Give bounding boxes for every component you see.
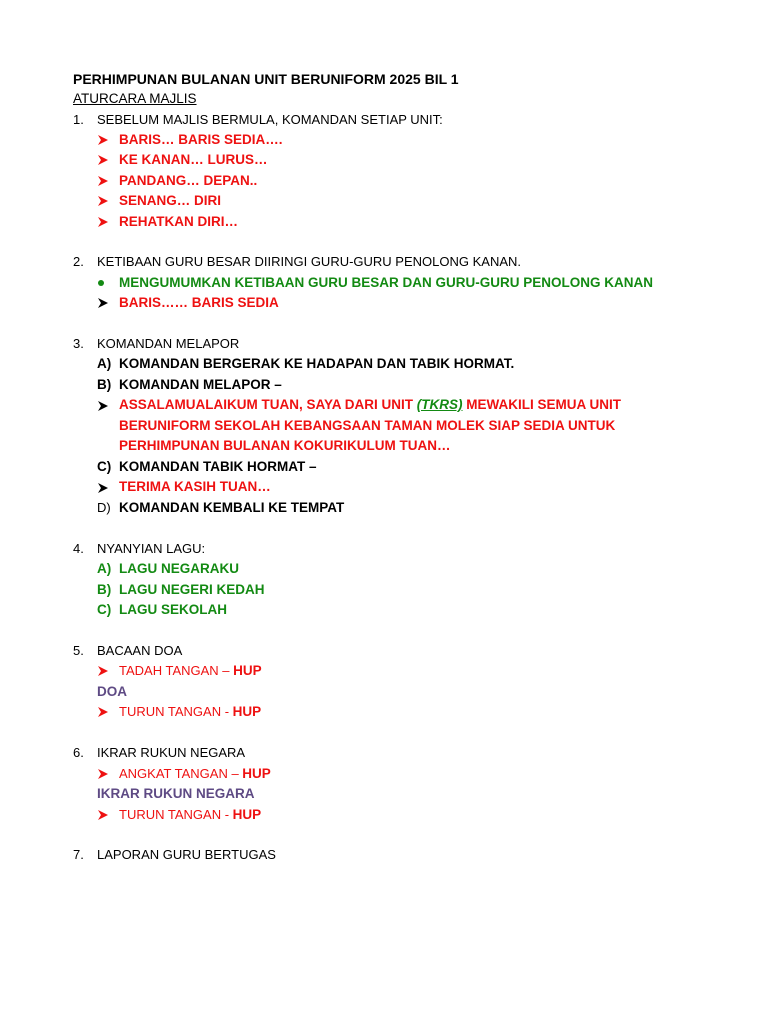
hup-cue: HUP: [232, 807, 262, 822]
raise-hands-line: [119, 662, 262, 680]
report-text: ASSALAMUALAIKUM TUAN, SAYA DARI UNIT: [119, 397, 417, 412]
section-5-heading: BACAAN DOA: [97, 643, 183, 658]
command-item: BARIS… BARIS SEDIA….: [119, 132, 283, 147]
song-item: LAGU NEGERI KEDAH: [119, 582, 265, 597]
section-1-heading: SEBELUM MAJLIS BERMULA, KOMANDAN SETIAP UNIT:: [97, 112, 443, 127]
arrow-bullet-icon: [97, 297, 109, 309]
lower-hands-line: [119, 806, 261, 824]
section-7-heading: LAPORAN GURU BERTUGAS: [97, 847, 276, 862]
lower-hands-line: [119, 703, 261, 721]
document-title: PERHIMPUNAN BULANAN UNIT BERUNIFORM 2025 BIL 1: [73, 71, 459, 87]
arrow-bullet-icon: [97, 665, 109, 677]
instruction-text: TURUN TANGAN -: [119, 704, 233, 719]
command-item: SENANG… DIRI: [119, 193, 222, 208]
instruction-text: ANGKAT TANGAN –: [119, 766, 243, 781]
arrow-bullet-icon: [97, 134, 109, 146]
step-label: B): [97, 377, 112, 392]
section-6-number: 6.: [73, 745, 84, 760]
command-item: KE KANAN… LURUS…: [119, 152, 268, 167]
hup-cue: HUP: [232, 704, 262, 719]
section-7-number: 7.: [73, 847, 84, 862]
document-subtitle: ATURCARA MAJLIS: [73, 91, 197, 106]
arrow-bullet-icon: [97, 216, 109, 228]
report-line-2: BERUNIFORM SEKOLAH KEBANGSAAN TAMAN MOLEK SIAP SEDIA UNTUK: [119, 418, 616, 433]
section-3-heading: KOMANDAN MELAPOR: [97, 336, 240, 351]
unit-name: (TKRS): [416, 397, 463, 412]
prayer-label: DOA: [97, 684, 127, 699]
song-label: A): [97, 561, 112, 576]
step-label: A): [97, 356, 112, 371]
section-2-number: 2.: [73, 254, 84, 269]
hup-cue: HUP: [242, 766, 271, 781]
command-item: PANDANG… DEPAN..: [119, 173, 258, 188]
section-5-number: 5.: [73, 643, 84, 658]
arrow-bullet-icon: [97, 706, 109, 718]
step-label: C): [97, 459, 112, 474]
section-4-number: 4.: [73, 541, 84, 556]
step-text: KOMANDAN TABIK HORMAT –: [119, 459, 317, 474]
arrow-bullet-icon: [97, 400, 109, 412]
section-2-heading: KETIBAAN GURU BESAR DIIRINGI GURU-GURU PENOLONG KANAN.: [97, 254, 522, 269]
arrow-bullet-icon: [97, 175, 109, 187]
step-text: KOMANDAN KEMBALI KE TEMPAT: [119, 500, 345, 515]
instruction-text: TURUN TANGAN -: [119, 807, 233, 822]
report-line-1: [119, 396, 621, 414]
instruction-text: TADAH TANGAN –: [119, 663, 234, 678]
report-line-3: PERHIMPUNAN BULANAN KOKURIKULUM TUAN…: [119, 438, 451, 453]
section-6-heading: IKRAR RUKUN NEGARA: [97, 745, 246, 760]
arrow-bullet-icon: [97, 809, 109, 821]
command-item: BARIS…… BARIS SEDIA: [119, 295, 279, 310]
song-item: LAGU NEGARAKU: [119, 561, 239, 576]
arrow-bullet-icon: [97, 768, 109, 780]
song-item: LAGU SEKOLAH: [119, 602, 227, 617]
command-item: REHATKAN DIRI…: [119, 214, 238, 229]
section-3-number: 3.: [73, 336, 84, 351]
song-label: B): [97, 582, 112, 597]
arrow-bullet-icon: [97, 482, 109, 494]
song-label: C): [97, 602, 112, 617]
arrow-bullet-icon: [97, 195, 109, 207]
report-text: MEWAKILI SEMUA UNIT: [462, 397, 622, 412]
pledge-label: IKRAR RUKUN NEGARA: [97, 786, 255, 801]
arrow-bullet-icon: [97, 154, 109, 166]
thanks-text: TERIMA KASIH TUAN…: [119, 479, 271, 494]
section-4-heading: NYANYIAN LAGU:: [97, 541, 206, 556]
step-label: D): [97, 500, 111, 515]
step-text: KOMANDAN BERGERAK KE HADAPAN DAN TABIK HORMAT.: [119, 356, 515, 371]
round-bullet-icon: [98, 280, 104, 286]
hup-cue: HUP: [233, 663, 262, 678]
step-text: KOMANDAN MELAPOR –: [119, 377, 282, 392]
announcement-item: MENGUMUMKAN KETIBAAN GURU BESAR DAN GURU-GURU PENOLONG KANAN: [119, 275, 653, 290]
section-1-number: 1.: [73, 112, 84, 127]
raise-hands-line: [119, 765, 271, 783]
